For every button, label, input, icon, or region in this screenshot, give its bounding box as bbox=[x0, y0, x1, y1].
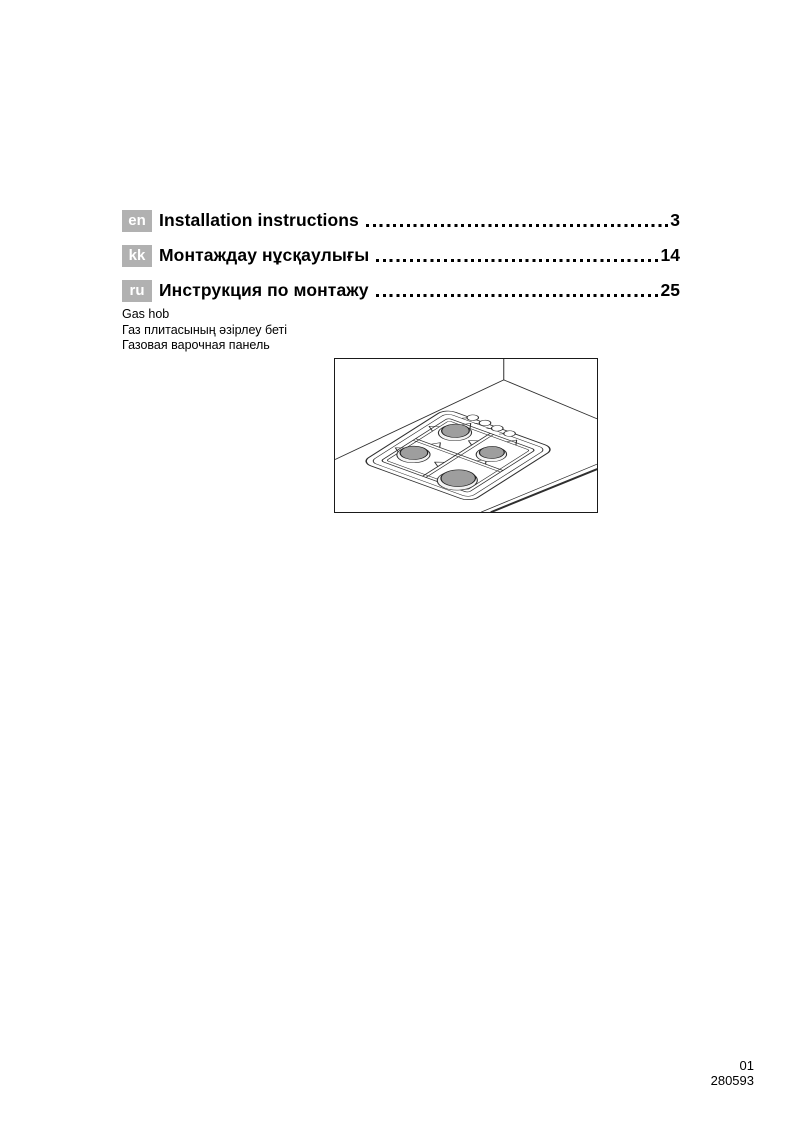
dot-leader bbox=[376, 259, 660, 263]
product-name-ru: Газовая варочная панель bbox=[122, 338, 270, 352]
toc-entry-page-number: 25 bbox=[660, 280, 680, 300]
dot-leader bbox=[376, 294, 661, 298]
footer-revision: 01 bbox=[739, 1058, 754, 1073]
toc-entry-page-number: 14 bbox=[660, 245, 680, 265]
footer-document-number: 280593 bbox=[710, 1073, 754, 1088]
product-name-en: Gas hob bbox=[122, 307, 170, 321]
toc-entry-label: Инструкция по монтажу bbox=[159, 280, 369, 300]
wall-right-edge bbox=[504, 380, 597, 419]
language-badge-kk: kk bbox=[122, 245, 152, 267]
dot-leader bbox=[366, 224, 670, 228]
toc-entry-en bbox=[122, 203, 680, 238]
toc-entry-page-number: 3 bbox=[670, 210, 680, 230]
product-name-kk: Газ плитасының әзірлеу беті bbox=[122, 322, 288, 337]
hob-plate-group bbox=[361, 406, 559, 502]
table-of-contents bbox=[122, 203, 680, 308]
toc-entry-ru bbox=[122, 273, 680, 308]
toc-entry-kk bbox=[122, 238, 680, 273]
document-number-block bbox=[711, 1058, 754, 1088]
language-badge-ru: ru bbox=[122, 280, 152, 302]
gas-hob-figure bbox=[334, 358, 598, 513]
gas-hob-illustration bbox=[335, 359, 597, 512]
toc-entry-label: Монтаждау нұсқаулығы bbox=[159, 245, 370, 265]
product-name-list bbox=[122, 307, 287, 354]
toc-entry-label: Installation instructions bbox=[159, 210, 359, 230]
language-badge-en: en bbox=[122, 210, 152, 232]
